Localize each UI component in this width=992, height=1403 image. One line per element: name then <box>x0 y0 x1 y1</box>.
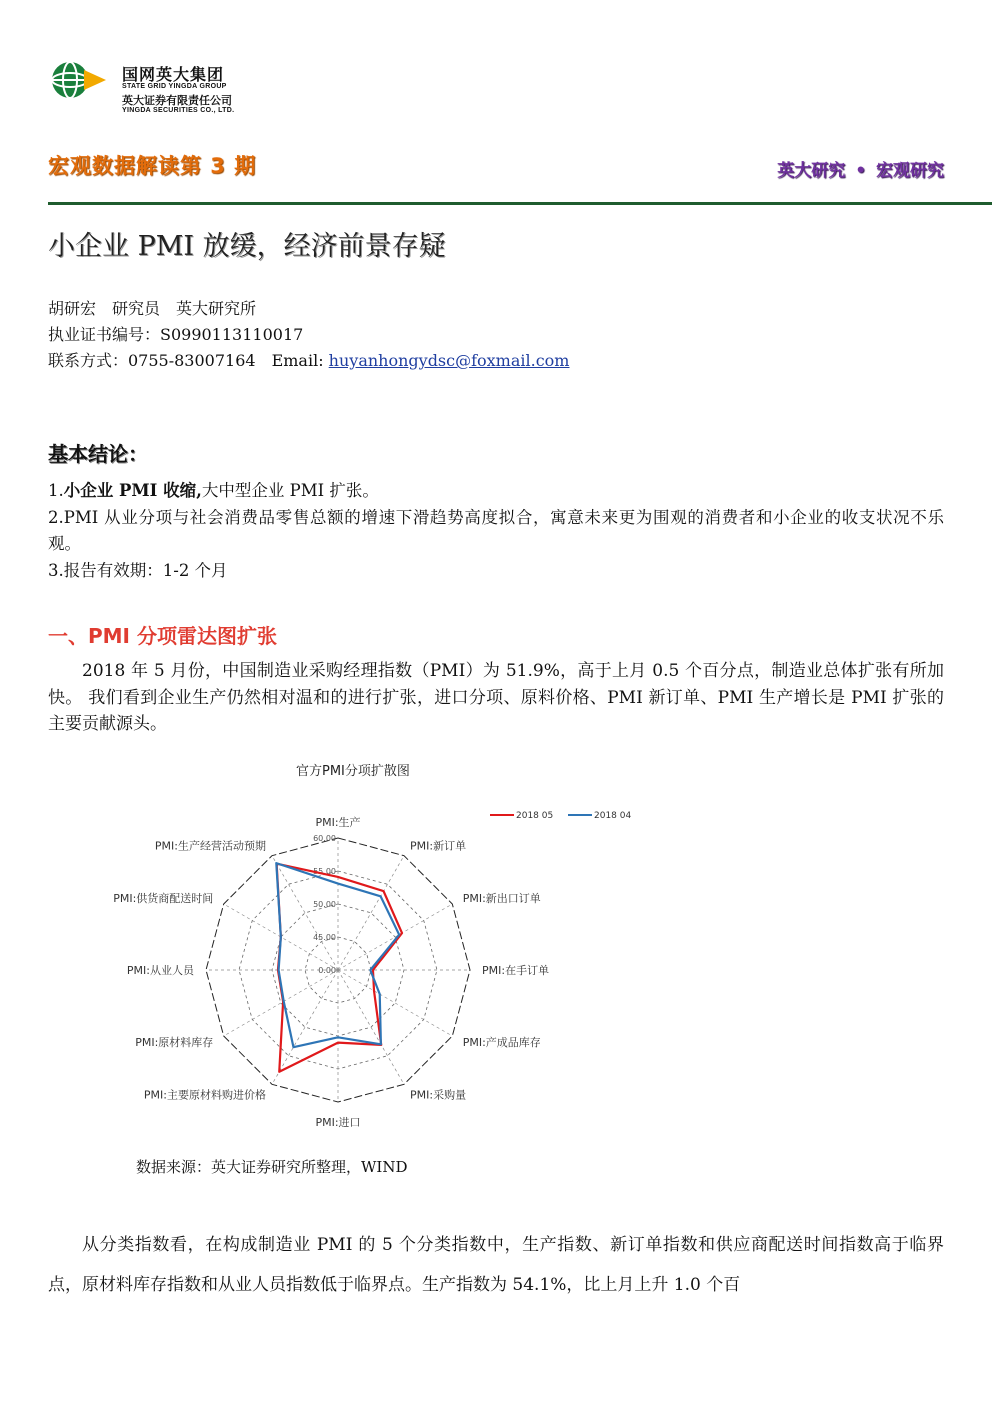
conclusion-item-3: 3.报告有效期：1-2 个月 <box>48 560 228 580</box>
radar-axis-label: PMI:原材料库存 <box>135 1036 214 1049</box>
conclusion-item-1: 1.小企业 PMI 收缩,大中型企业 PMI 扩张。 <box>48 481 379 500</box>
globe-icon <box>50 60 112 102</box>
author-block <box>48 296 569 374</box>
logo <box>50 58 275 118</box>
paragraph-2: 从分类指数看，在构成制造业 PMI 的 5 个分类指数中，生产指数、新订单指数和供应商配送时间指数高于临界点，原材料库存指数和从业人员指数低于临界点。生产指数为 54.1%，比上月上升 1.0 个百 <box>48 1235 944 1295</box>
radar-axis-label: PMI:在手订单 <box>482 964 550 977</box>
radar-axis-label: PMI:进口 <box>315 1116 361 1129</box>
radar-axis-label: PMI:新出口订单 <box>462 892 541 905</box>
logo-company-en: STATE GRID YINGDA GROUP <box>122 83 227 90</box>
legend-label-1: 2018 05 <box>516 811 554 821</box>
logo-securities-cn: 英大证券有限责任公司 <box>122 94 232 107</box>
author-name: 胡研宏 研究员 英大研究所 <box>48 299 257 318</box>
radar-axis-label: PMI:供货商配送时间 <box>113 892 214 905</box>
radar-tick-label: 55.00 <box>313 867 336 876</box>
conclusion-item-1-bold: 小企业 PMI 收缩, <box>63 481 202 500</box>
header-category-left: 英大研究 <box>777 161 846 181</box>
radar-axis-label: PMI:采购量 <box>410 1088 467 1102</box>
radar-chart <box>110 795 670 1145</box>
radar-axis-label: PMI:生产经营活动预期 <box>154 839 266 853</box>
author-phone: 联系方式：0755-83007164 Email: <box>48 351 329 370</box>
author-contact <box>48 348 569 374</box>
radar-axis-label: PMI:从业人员 <box>126 964 194 977</box>
radar-axis-label: PMI:主要原材料购进价格 <box>143 1088 266 1102</box>
chart-source: 数据来源：英大证券研究所整理，WIND <box>136 1158 408 1176</box>
conclusion-list <box>48 478 944 584</box>
legend-label-2: 2018 04 <box>594 811 632 821</box>
page-title: 小企业 PMI 放缓，经济前景存疑 <box>48 231 446 262</box>
header-bullet: • <box>855 161 867 181</box>
radar-spoke <box>338 970 404 1084</box>
conclusion-item-2: 2.PMI 从业分项与社会消费品零售总额的增速下滑趋势高度拟合，寓意未来更为围观的消费者和小企业的收支状况不乐观。 <box>48 507 944 553</box>
logo-company-cn: 国网英大集团 <box>122 65 225 84</box>
section-1-title: 一、PMI 分项雷达图扩张 <box>48 624 277 648</box>
author-email-link[interactable]: huyanhongydsc@foxmail.com <box>328 351 570 370</box>
header-category-right: 宏观研究 <box>876 161 944 181</box>
section-1-paragraph: 2018 年 5 月份，中国制造业采购经理指数（PMI）为 51.9%，高于上月 0.5 个百分点，制造业总体扩张有所加快。 我们看到企业生产仍然相对温和的进行扩张，进口分项、原料价格、PMI 新订单、PMI 生产增长是 PMI 扩张的主要贡献源头。 <box>48 661 944 734</box>
conclusion-heading: 基本结论： <box>48 442 148 466</box>
chart-title: 官方PMI分项扩散图 <box>296 764 410 779</box>
radar-axis-label: PMI:生产 <box>315 816 361 829</box>
radar-axis-label: PMI:产成品库存 <box>462 1036 541 1049</box>
author-cert: 执业证书编号：S0990113110017 <box>48 325 304 344</box>
header-divider <box>48 202 992 205</box>
header-category <box>777 156 944 181</box>
radar-axis-label: PMI:新订单 <box>410 839 467 853</box>
radar-tick-label: 50.00 <box>313 900 336 909</box>
radar-tick-label: 45.00 <box>313 933 336 942</box>
radar-spoke <box>338 970 452 1036</box>
series-title: 宏观数据解读第 3 期 <box>48 154 257 178</box>
logo-securities-en: YINGDA SECURITIES CO., LTD. <box>122 107 235 114</box>
radar-tick-label: 0.00 <box>318 966 336 975</box>
radar-tick-label: 60.00 <box>313 834 336 843</box>
